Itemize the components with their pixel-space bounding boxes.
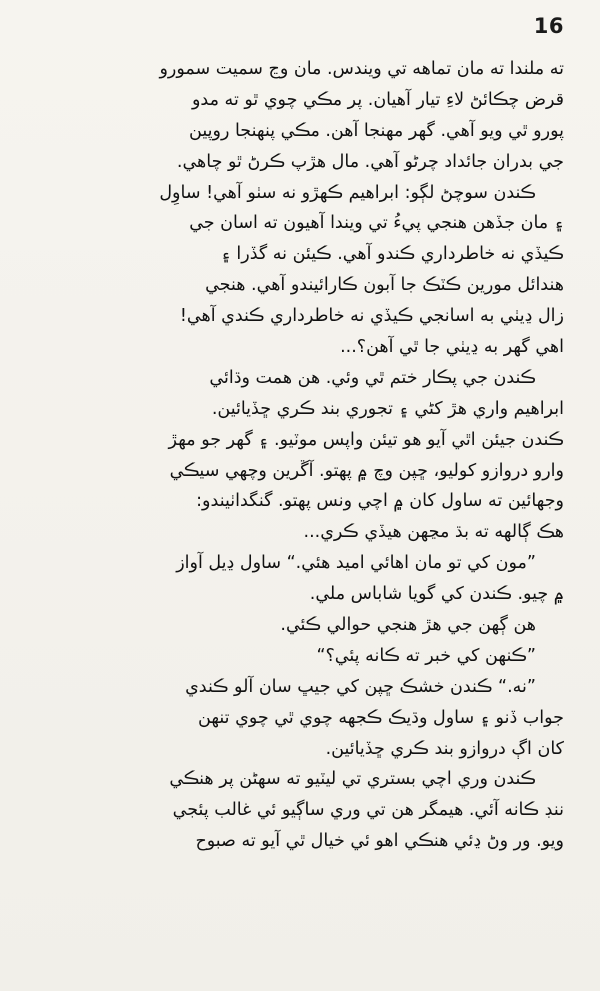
text-line: وارو دروازو کوليو، ڇپن وچ ۾ پهتو. آڱرين وچهي سيڪي	[169, 460, 564, 481]
text-line: پورو ٿي ويو آهي. گهر مهنجا آهن. مڪي پنهنجا روپين	[189, 120, 564, 141]
text-line: ننڊ ڪانه آئي. هيمگر هن تي وري ساڳيو ئي غالب پئجي	[172, 800, 564, 821]
text-line: قرض چڪائڻ لاءِ تيار آهيان. پر مڪي چوي ٿو ته مدو	[191, 89, 564, 110]
text-line: ڪندن سوچڻ لڳو: ابراهيم ڪهڙو نه سٺو آهي! ساوِل	[159, 182, 536, 203]
text-line: ”مون کي تو مان اهائي اميد هئي.“ ساول ڍيل آواز	[176, 553, 536, 574]
text-line: اهي گهر به ڍيٺي جا ٿي آهن؟...	[340, 337, 564, 358]
text-line: ته ملندا ته مان تماهه تي ويندس. مان وڃ سميت سمورو	[159, 59, 564, 79]
text-line: وجهائين ته ساول کان ۾ اچي ونس پهتو. گنگداٺيندو:	[196, 491, 564, 512]
text-line: ڪندن جي پڪار ختم ٿي وئي. هن همت وڌائي	[209, 367, 536, 388]
text-line: ويو. ور وڻ ڍئي هنڪي اهو ئي خيال ٿي آيو ته صبوح	[195, 831, 564, 852]
text-line: کان اڳ دروازو بند ڪري ڇڏيائين.	[325, 738, 564, 759]
text-line: جواب ڏنو ۽ ساول وڌيڪ ڪجهه چوي ٿي چوي تنهن	[198, 707, 564, 728]
text-line: ڪندن جيئن اٿي آيو هو تيئن واپس موٽيو. ۽ گهر جو مهڙ	[168, 429, 564, 450]
text-line: هن ڳهن جي هڙ هنجي حوالي ڪئي.	[280, 615, 536, 636]
text-line: هندائل مورين ڪٽڪ جا آبون ڪارائيندو آهي. هنجي	[205, 275, 564, 296]
text-line: ۾ چيو. ڪندن کي گويا شاباس ملي.	[309, 584, 564, 605]
text-line: ”ڪنهن کي خبر ته ڪانه پئي؟“	[316, 645, 536, 666]
text-line: ڪندن وري اچي بستري تي ليٽيو ته سهڻن پر هنڪي	[169, 769, 536, 790]
text-line: ”نه.“ ڪندن خشڪ ڇپن کي جيڀ سان آلو ڪندي	[185, 676, 536, 697]
page-number: 16	[533, 14, 564, 38]
text-line: ابراهيم واري هڙ کڻي ۽ تجوري بند ڪري ڇڏيائين.	[211, 398, 564, 419]
text-line: ڪيڏي نه خاطرداري ڪندو آهي. ڪيئن نه گڏرا ۽	[220, 244, 564, 265]
text-line: زال ڍيٺي به اسانجي ڪيڏي نه خاطرداري ڪندي آهي!	[179, 306, 564, 327]
text-line: جي بدران جائداد چرڻو آهي. مال هڙپ ڪرڻ ٿو چاهي.	[176, 151, 564, 172]
text-line: ۽ مان جڏهن هنجي پيءُ تي ويندا آهيون ته اسان جي	[189, 213, 564, 234]
text-line: هڪ ڳالهه ته بڌ مڃهن هيڏي ڪري...	[303, 522, 564, 543]
body-text	[38, 54, 564, 857]
